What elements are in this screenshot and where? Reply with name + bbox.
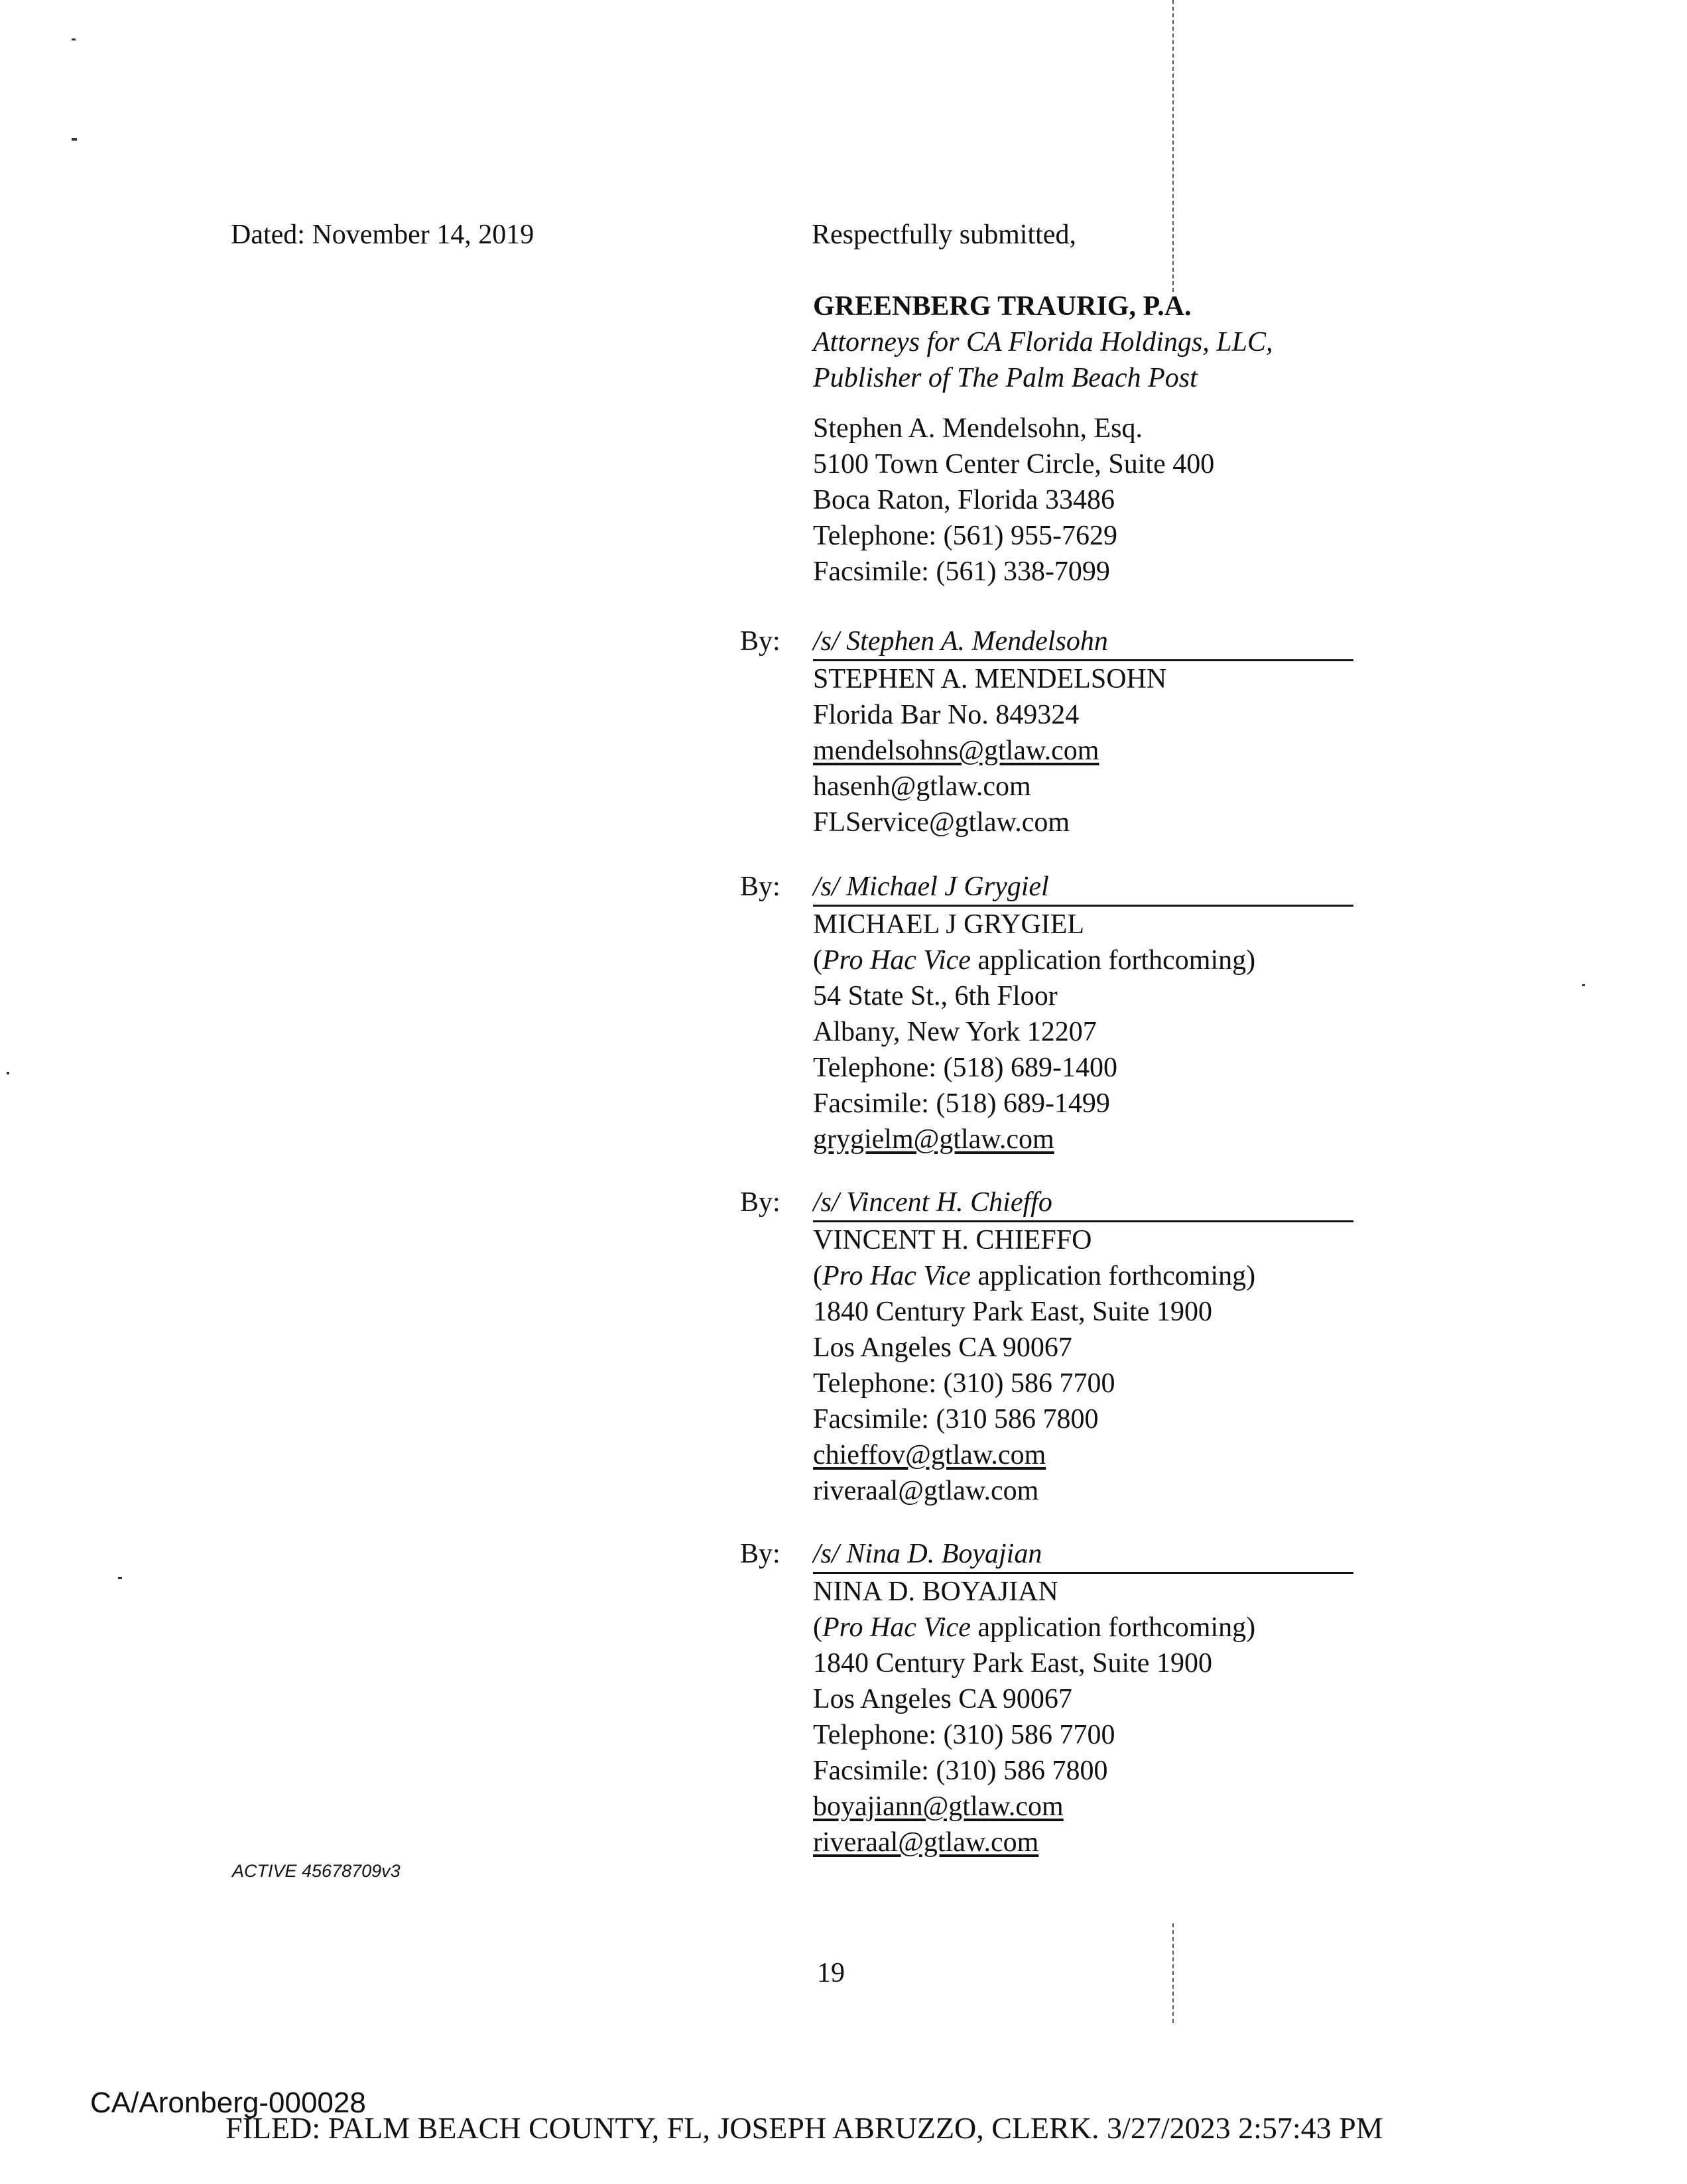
address-line: Los Angeles CA 90067 [813, 1332, 1072, 1363]
scan-speck [118, 1577, 122, 1579]
by-label: By: [740, 871, 781, 902]
firm-name: GREENBERG TRAURIG, P.A. [813, 291, 1192, 322]
pro-hac-vice-line: (Pro Hac Vice application forthcoming) [813, 1261, 1256, 1291]
pro-hac-vice-line: (Pro Hac Vice application forthcoming) [813, 945, 1256, 976]
scan-speck [1582, 984, 1585, 986]
signature-block-grygiel [813, 869, 1353, 1157]
email-text: hasenh@gtlaw.com [813, 771, 1031, 802]
contact-name: Stephen A. Mendelsohn, Esq. [813, 413, 1143, 444]
signature-block-boyajian [813, 1536, 1353, 1860]
contact-telephone: Telephone: (561) 955-7629 [813, 521, 1117, 551]
pro-hac-vice-rest: application forthcoming) [970, 945, 1256, 976]
firm-block [813, 289, 1273, 396]
by-label: By: [740, 1187, 781, 1218]
attorneys-for: Attorneys for CA Florida Holdings, LLC, [813, 327, 1273, 357]
filed-stamp: FILED: PALM BEACH COUNTY, FL, JOSEPH ABRUZZO, CLERK. 3/27/2023 2:57:43 PM [225, 2111, 1383, 2145]
by-label: By: [740, 1539, 781, 1569]
telephone-line: Telephone: (310) 586 7700 [813, 1720, 1115, 1750]
scan-dashed-line [1172, 1923, 1174, 2023]
telephone-line: Telephone: (518) 689-1400 [813, 1053, 1117, 1083]
contact-address1: 5100 Town Center Circle, Suite 400 [813, 449, 1215, 480]
signature-line: /s/ Vincent H. Chieffo [813, 1185, 1353, 1222]
address-line: 54 State St., 6th Floor [813, 981, 1058, 1011]
scan-dashed-line [1172, 0, 1174, 292]
pro-hac-vice-term: Pro Hac Vice [822, 1612, 971, 1643]
bates-number: CA/Aronberg-000028 [90, 2087, 366, 2119]
address-line: 1840 Century Park East, Suite 1900 [813, 1297, 1212, 1327]
address-line: 1840 Century Park East, Suite 1900 [813, 1648, 1212, 1679]
facsimile-line: Facsimile: (518) 689-1499 [813, 1088, 1110, 1119]
signature-line: /s/ Michael J Grygiel [813, 869, 1353, 907]
closing-line: Respectfully submitted, [812, 220, 1076, 250]
email-text: riveraal@gtlaw.com [813, 1476, 1039, 1506]
pro-hac-vice-line: (Pro Hac Vice application forthcoming) [813, 1612, 1256, 1643]
pro-hac-vice-rest: application forthcoming) [970, 1612, 1256, 1643]
signature-block-chieffo [813, 1185, 1353, 1509]
address-line: Los Angeles CA 90067 [813, 1684, 1072, 1714]
email-link[interactable]: grygielm@gtlaw.com [813, 1124, 1054, 1155]
dated-line: Dated: November 14, 2019 [231, 220, 534, 250]
scan-speck [72, 138, 77, 141]
contact-address2: Boca Raton, Florida 33486 [813, 485, 1115, 515]
email-link[interactable]: boyajiann@gtlaw.com [813, 1791, 1064, 1822]
signature-block-mendelsohn [813, 623, 1353, 840]
contact-block [813, 411, 1214, 590]
scan-speck [7, 1072, 9, 1074]
signer-name: STEPHEN A. MENDELSOHN [813, 664, 1167, 694]
facsimile-line: Facsimile: (310) 586 7800 [813, 1756, 1108, 1786]
facsimile-line: Facsimile: (310 586 7800 [813, 1404, 1099, 1435]
scan-speck [72, 38, 76, 40]
signer-name: MICHAEL J GRYGIEL [813, 909, 1085, 940]
contact-facsimile: Facsimile: (561) 338-7099 [813, 556, 1110, 587]
email-link[interactable]: riveraal@gtlaw.com [813, 1827, 1039, 1858]
telephone-line: Telephone: (310) 586 7700 [813, 1368, 1115, 1399]
page-number: 19 [817, 1958, 845, 1988]
email-link[interactable]: chieffov@gtlaw.com [813, 1440, 1046, 1470]
signature-line: /s/ Stephen A. Mendelsohn [813, 623, 1353, 661]
email-link[interactable]: mendelsohns@gtlaw.com [813, 736, 1099, 766]
document-id: ACTIVE 45678709v3 [232, 1861, 401, 1881]
signer-name: NINA D. BOYAJIAN [813, 1576, 1058, 1607]
email-text: FLService@gtlaw.com [813, 807, 1070, 838]
address-line: Albany, New York 12207 [813, 1017, 1097, 1047]
pro-hac-vice-term: Pro Hac Vice [822, 1261, 971, 1291]
signer-name: VINCENT H. CHIEFFO [813, 1225, 1092, 1255]
by-label: By: [740, 626, 781, 657]
pro-hac-vice-rest: application forthcoming) [970, 1261, 1256, 1291]
signature-line: /s/ Nina D. Boyajian [813, 1536, 1353, 1574]
bar-number: Florida Bar No. 849324 [813, 700, 1080, 730]
pro-hac-vice-term: Pro Hac Vice [822, 945, 971, 976]
publisher-line: Publisher of The Palm Beach Post [813, 363, 1198, 393]
